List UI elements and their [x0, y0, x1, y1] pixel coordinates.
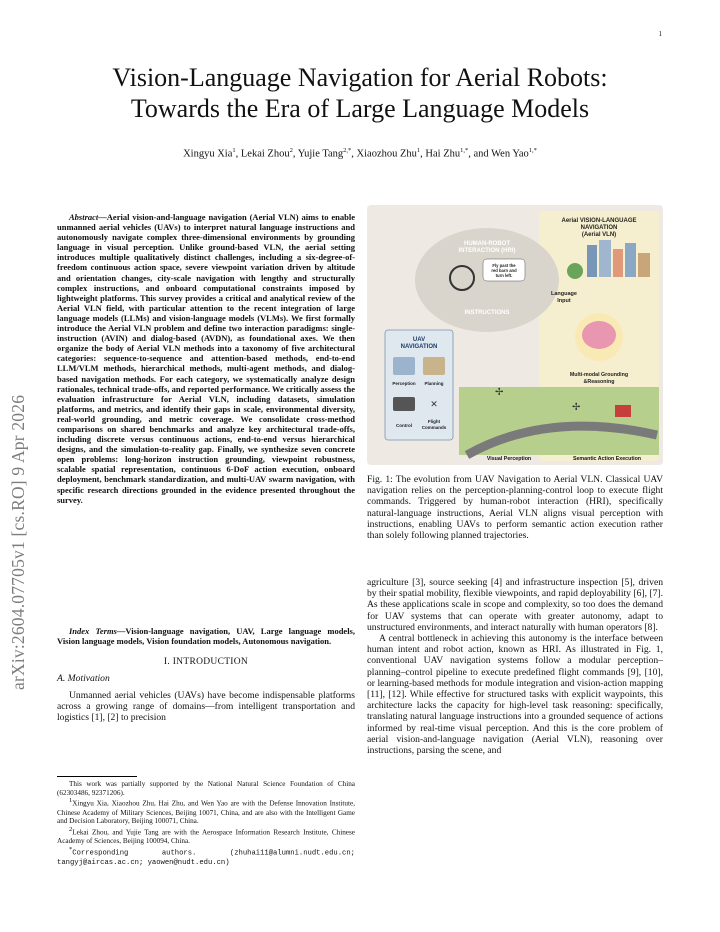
fig-planning: Planning [424, 381, 444, 386]
building [587, 245, 597, 277]
fig-speech-2: red barn and [491, 268, 517, 273]
fig-control: Control [396, 423, 412, 428]
fig-instructions: INSTRUCTIONS [464, 310, 510, 316]
caption-text: Fig. 1: The evolution from UAV Navigation to Aerial VLN. Classical UAV navigation relies on the perception-planning-control loop to execute flight commands. Triggered by human-robot interaction (HRI), specifically natural-language instructions, Aerial VLN aligns visual perception with instructions, enabling UAVs to perform semantic action execution rather than solely following planned trajectories. [367, 474, 663, 542]
fig-visual-perception: Visual Perception [486, 456, 532, 462]
intro-paragraph [57, 690, 355, 724]
figure-illustration [367, 205, 663, 465]
drone-icon: ✕ [430, 399, 438, 409]
footnote-mark: * [69, 845, 73, 853]
fig-language-2: Input [557, 298, 571, 304]
author: Yujie Tang [297, 148, 344, 160]
author: Xingyu Xia [183, 148, 233, 160]
fig-uav-1: UAV [412, 337, 426, 343]
abstract-label: Abstract [69, 212, 99, 222]
author: Wen Yao [491, 148, 529, 160]
fig-perception: Perception [392, 381, 416, 386]
fig-flight-1: Flight [427, 419, 441, 424]
planning-icon [423, 357, 445, 375]
author-affil: 1,* [528, 147, 537, 154]
fig-uav-2: NAVIGATION [400, 344, 438, 350]
author-affil: 2,* [343, 147, 352, 154]
fig-header-3: (Aerial VLN) [581, 232, 617, 238]
building [613, 249, 623, 277]
author-affil: 1,* [460, 147, 469, 154]
index-terms [57, 626, 355, 646]
figure-1 [367, 205, 663, 465]
controller-icon [393, 397, 415, 411]
fig-speech-1: Fly past the [492, 263, 516, 268]
paper-title [60, 62, 660, 124]
brain-icon [582, 321, 616, 349]
fig-header-2: NAVIGATION [580, 225, 618, 231]
author: Hai Zhu [425, 148, 461, 160]
author-affil: 1 [416, 147, 421, 154]
drone-icon: ✢ [495, 387, 504, 398]
abstract [57, 212, 355, 505]
figure-caption [367, 474, 663, 541]
fig-hri-1: HUMAN-ROBOT [464, 241, 510, 247]
footnotes [57, 776, 355, 868]
author-affil: 1 [232, 147, 236, 154]
fig-grounding-2: &Reasoning [583, 379, 615, 385]
building [599, 240, 611, 277]
author-list: Xingyu Xia$^1$, Lekai Zhou$^2$, Yujie Tang$^{2,*}$, Xiaozhou Zhu$^1$, Hai Zhu$^{1,*}$, and Wen Yao$^{1,*}$ [183, 147, 537, 160]
author-affil: 2 [289, 147, 293, 154]
abstract-text: —Aerial vision-and-language navigation (Aerial VLN) aims to enable unmanned aerial vehicles (UAVs) to interpret natural language instructions and autonomously navigate complex three-dimensional environments by grounding language in visual perception. Unlike ground-based VLN, the aerial setting introduces multiple qualitatively distinct challenges, including a six-degree-of-freedom continuous action space, severe viewpoint variation driven by altitude and orientation changes, city-scale navigation with lengthy and structurally complex instructions, and onboard computational constraints imposed by lightweight platforms. This survey provides a critical and analytical review of the Aerial VLN field, with particular attention to the recent integration of large language models (LLMs) and vision-language models (VLMs). We first formally introduce the Aerial VLN problem and define two interaction paradigms: single-instruction (AVIN) and dialog-based (AVDN), as foundational axes. We then organize the body of Aerial VLN methods into a taxonomy of five architectural categories: sequence-to-sequence and attention-based methods, end-to-end LLM/VLM methods, hierarchical methods, multi-agent methods, and dialog-based navigation methods. For each category, we systematically analyze design rationales, technical trade-offs, and reported performance. We critically assess the evaluation infrastructure for Aerial VLN, including datasets, simulation platforms, and metrics, and identify their gaps in scale, environmental diversity, real-world grounding, and metric coverage. We consolidate cross-method comparisons on shared benchmarks and analyze key architectural trade-offs, including discrete versus continuous actions, end-to-end versus hierarchical designs, and the simulation-to-reality gap. Finally, we synthesize seven concrete open problems: long-horizon instruction grounding, viewpoint robustness, scalable spatial representation, continuous 6-DoF action execution, onboard deployment, benchmark standardization, and multi-UAV swarm navigation, with specific research directions grounded in the evidence presented throughout the survey. [57, 212, 355, 505]
fig-semantic-action: Semantic Action Execution [572, 456, 642, 462]
fig-flight-2: Commands [421, 425, 447, 430]
fig-header-1: Aerial VISION-LANGUAGE [561, 218, 637, 224]
paragraph: Unmanned aerial vehicles (UAVs) have become indispensable platforms across a growing range of domains—from intelligent transportation and logistics [1], [2] to precision [57, 690, 355, 724]
paragraph: A central bottleneck in achieving this autonomy is the interface between human intent and robot action, known as HRI. As illustrated in Fig. 1, conventional UAV navigation systems follow a modular perception–planning–control pipeline to execute predefined flight commands [9], [10], or learning-based methods for module integration and vision-action mapping [11], [12]. While effective for structured tasks with explicit waypoints, this architecture lacks the capacity for high-level task reasoning: specifically, translating natural language instructions into a grounded sequence of actions informed by real-time visual perception. And this is the core problem of aerial vision-and-language navigation (Aerial VLN), reasoning over instructions, parsing the scene, and [367, 633, 663, 757]
footnote: This work was partially supported by the National Natural Science Foundation of China (62303486, 92371206). [57, 780, 355, 797]
footnote-mark: 1 [69, 797, 73, 805]
footnote-rule [57, 776, 137, 777]
drone-icon: ✢ [572, 402, 581, 413]
perception-icon [393, 357, 415, 375]
footnote-mark: 2 [69, 825, 73, 833]
author: Lekai Zhou [240, 148, 290, 160]
building [625, 243, 636, 277]
red-barn [615, 405, 631, 417]
fig-hri-2: INTERACTION (HRI) [458, 248, 516, 254]
tree [567, 263, 583, 279]
page-number: 1 [658, 30, 662, 38]
arxiv-stamp: arXiv:2604.07705v1 [cs.RO] 9 Apr 2026 [8, 394, 28, 690]
fig-language-1: Language [551, 291, 577, 297]
footnote: $^2$Lekai Zhou, and Yujie Tang are with the Aerospace Information Research Institute, Chinese Academy of Sciences, Beijing 100094, China. [57, 825, 355, 845]
fig-grounding-1: Multi-modal Grounding [569, 372, 629, 378]
index-label: Index Terms [69, 626, 117, 636]
index-text: —Vision-language navigation, UAV, Large language models, Vision language models, Vision foundation models, Autonomous navigation. [57, 626, 355, 647]
intro-right-column [367, 577, 663, 756]
building [638, 253, 650, 277]
subsection-heading: A. Motivation [57, 673, 110, 684]
footnote: $^1$Xingyu Xia, Xiaozhou Zhu, Hai Zhu, and Wen Yao are with the Defense Innovation Institute, Chinese Academy of Military Sciences, Beijing 10071, China, and are also with the Intelligent Game and Decision Laboratory, Beijing 100071, China. [57, 797, 355, 826]
footnote: *Corresponding authors. (zhuhai11@alumni.nudt.edu.cn; tangyj@aircas.ac.cn; yaowen@nudt.edu.cn) [57, 845, 355, 867]
section-heading: I. INTRODUCTION [163, 657, 249, 667]
fig-speech-3: turn left. [495, 273, 513, 278]
title-line-2: Towards the Era of Large Language Models [130, 94, 590, 123]
paragraph: agriculture [3], source seeking [4] and infrastructure inspection [5], driven by their spatial mobility, flexible viewpoints, and rapid deployability [6], [7]. As these applications scale in scope and complexity, so too does the demand for UAV systems that can operate with greater autonomy, adapt to unstructured environments, and interact naturally with human operators [8]. [367, 577, 663, 633]
title-line-1: Vision-Language Navigation for Aerial Robots: [112, 63, 608, 92]
author: Xiaozhou Zhu [356, 148, 417, 160]
